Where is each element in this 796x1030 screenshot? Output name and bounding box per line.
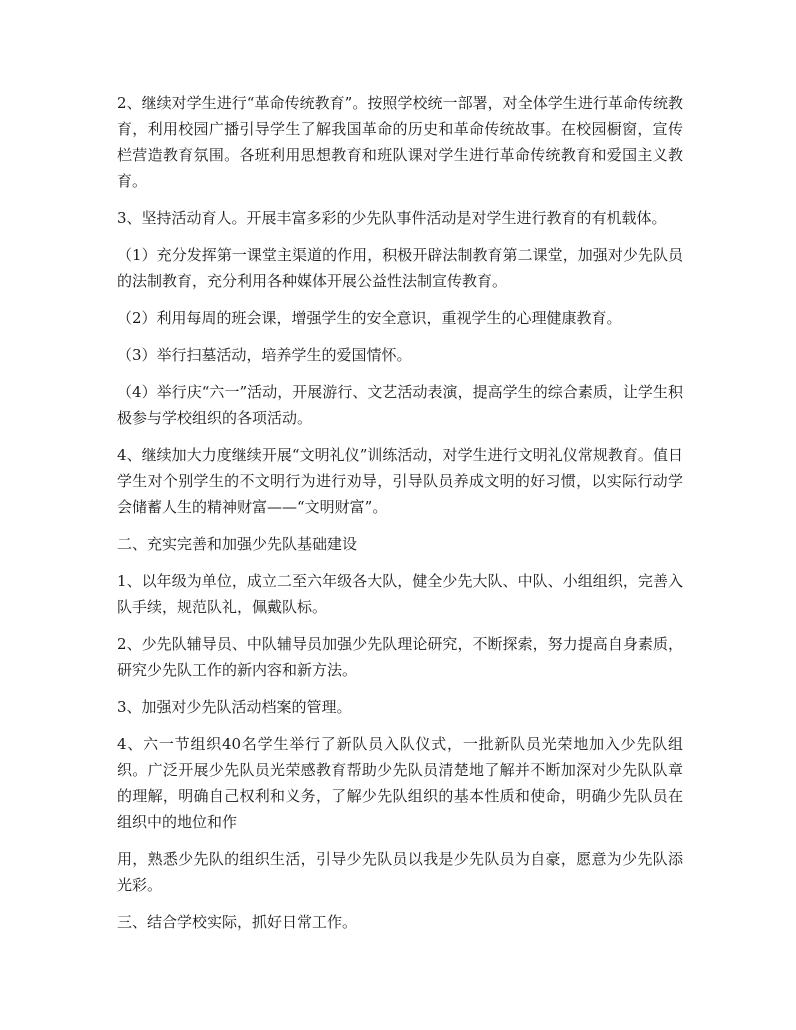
paragraph-childrens-day: （4）举行庆“六一”活动，开展游行、文艺活动表演，提高学生的综合素质，让学生积极参与学校组织的各项活动。 bbox=[117, 383, 683, 427]
paragraph-safety-education: （2）利用每周的班会课，增强学生的安全意识，重视学生的心理健康教育。 bbox=[117, 309, 622, 327]
paragraph-archive-management: 3、加强对少先队活动档案的管理。 bbox=[117, 698, 352, 716]
document-body bbox=[117, 90, 683, 946]
section-heading-daily-work: 三、结合学校实际，抓好日常工作。 bbox=[117, 913, 358, 931]
paragraph-organization-life: 用，熟悉少先队的组织生活，引导少先队员以我是少先队员为自豪，愿意为少先队添光彩。 bbox=[117, 850, 683, 894]
paragraph-legal-education: （1）充分发挥第一课堂主渠道的作用，积极开辟法制教育第二课堂，加强对少先队员的法制教育，充分利用各种媒体开展公益性法制宣传教育。 bbox=[117, 246, 683, 290]
paragraph-revolution-tradition: 2、继续对学生进行“革命传统教育”。按照学校统一部署，对全体学生进行革命传统教育，利用校园广播引导学生了解我国革命的历史和革命传统故事。在校园橱窗，宣传栏营造教育氛围。各班利用思想教育和班队课对学生进行革命传统教育和爱国主义教育。 bbox=[117, 94, 683, 190]
paragraph-counselor-research: 2、少先队辅导员、中队辅导员加强少先队理论研究，不断探索，努力提高自身素质，研究少先队工作的新内容和新方法。 bbox=[117, 635, 683, 679]
section-heading-foundation: 二、充实完善和加强少先队基础建设 bbox=[117, 535, 358, 553]
paragraph-grade-brigades: 1、以年级为单位，成立二至六年级各大队，健全少先大队、中队、小组组织，完善入队手续，规范队礼，佩戴队标。 bbox=[117, 572, 683, 616]
paragraph-civility-training: 4、继续加大力度继续开展“文明礼仪”训练活动，对学生进行文明礼仪常规教育。值日学生对个别学生的不文明行为进行劝导，引导队员养成文明的好习惯，以实际行动学会储蓄人生的精神财富——“文明财富”。 bbox=[117, 446, 683, 516]
paragraph-tomb-sweeping: （3）举行扫墓活动，培养学生的爱国情怀。 bbox=[117, 346, 412, 364]
paragraph-induction-ceremony: 4、六一节组织40名学生举行了新队员入队仪式，一批新队员光荣地加入少先队组织。广泛开展少先队员光荣感教育帮助少先队员清楚地了解并不断加深对少先队队章的理解，明确自己权利和义务，了解少先队组织的基本性质和使命，明确少先队员在组织中的地位和作 bbox=[117, 735, 683, 831]
paragraph-activity-education: 3、坚持活动育人。开展丰富多彩的少先队事件活动是对学生进行教育的有机载体。 bbox=[117, 209, 667, 227]
